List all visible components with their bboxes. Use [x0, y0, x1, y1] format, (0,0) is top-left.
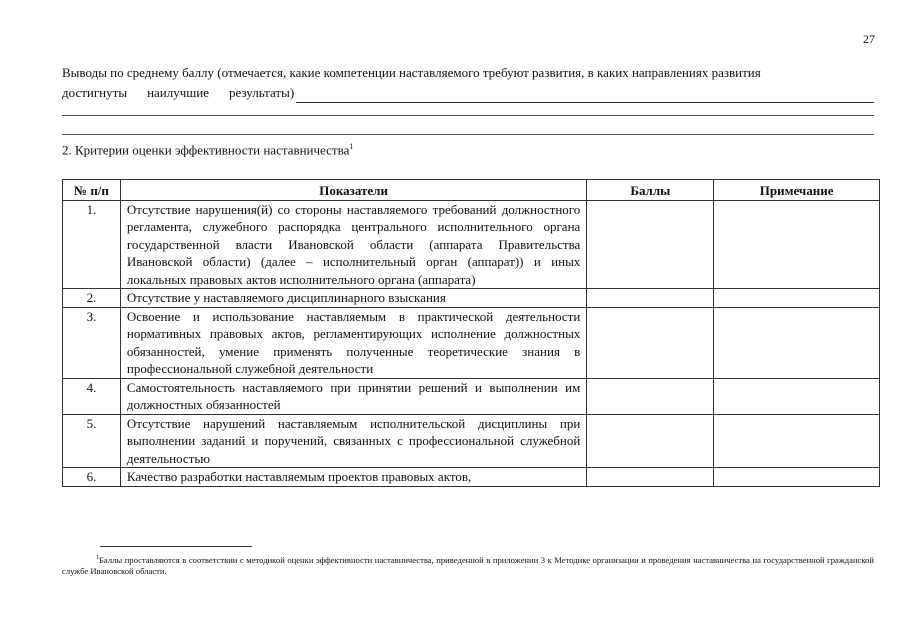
footnote-text: Баллы проставляются в соответствии с методикой оценки эффективности наставничества, приведенной в приложении 3 к Методике организации и проведения наставничества на государственной гражданской службе Ивановской области.	[62, 554, 874, 576]
row-note-cell[interactable]	[714, 414, 880, 468]
blank-answer-line	[62, 115, 874, 116]
conclusions-word: результаты)	[229, 85, 295, 100]
row-score-cell[interactable]	[587, 289, 714, 308]
row-note-cell[interactable]	[714, 289, 880, 308]
row-number: 1.	[63, 200, 121, 289]
footnote	[62, 553, 874, 577]
footnote-mark: 1	[349, 142, 354, 151]
footnote-mark: 1	[96, 555, 99, 561]
row-number: 6.	[63, 468, 121, 487]
table-row	[63, 200, 880, 289]
row-indicator: Отсутствие нарушения(й) со стороны наставляемого требований должностного регламента, служебного распорядка центрального исполнительного органа государственной власти Ивановской области (аппарата Правительства Ивановской области) (далее – исполнительный орган (аппарат)) и иных локальных правовых актов исполнительного органа (аппарата)	[120, 200, 586, 289]
table-row	[63, 289, 880, 308]
criteria-table	[62, 179, 880, 487]
footnote-separator	[100, 546, 252, 547]
conclusions-word: наилучшие	[147, 85, 210, 100]
table-header-row	[63, 180, 880, 201]
column-header-score: Баллы	[587, 180, 714, 201]
row-note-cell[interactable]	[714, 468, 880, 487]
column-header-note: Примечание	[714, 180, 880, 201]
row-number: 5.	[63, 414, 121, 468]
row-note-cell[interactable]	[714, 307, 880, 378]
row-number: 2.	[63, 289, 121, 308]
conclusions-word: достигнуты	[62, 85, 128, 100]
row-number: 4.	[63, 378, 121, 414]
row-score-cell[interactable]	[587, 307, 714, 378]
conclusions-line-2	[62, 83, 874, 103]
row-indicator: Отсутствие нарушений наставляемым исполнительской дисциплины при выполнении заданий и поручений, связанных с профессиональной служебной деятельностью	[120, 414, 586, 468]
row-indicator: Освоение и использование наставляемым в практической деятельности нормативных правовых актов, регламентирующих исполнение должностных обязанностей, умение применять полученные теоретические знания в профессиональной служебной деятельности	[120, 307, 586, 378]
row-note-cell[interactable]	[714, 378, 880, 414]
blank-answer-line	[62, 134, 874, 135]
row-score-cell[interactable]	[587, 200, 714, 289]
row-score-cell[interactable]	[587, 378, 714, 414]
row-number: 3.	[63, 307, 121, 378]
table-row	[63, 378, 880, 414]
conclusions-paragraph	[62, 63, 874, 103]
row-indicator: Самостоятельность наставляемого при принятии решений и выполнении им должностных обязанностей	[120, 378, 586, 414]
section-title	[62, 142, 353, 158]
conclusions-line-1: Выводы по среднему баллу (отмечается, какие компетенции наставляемого требуют развития, в каких направлениях развития	[62, 65, 761, 80]
table-row	[63, 414, 880, 468]
page-number: 27	[863, 32, 875, 46]
conclusions-blank-fill	[296, 88, 874, 103]
row-indicator: Отсутствие у наставляемого дисциплинарного взыскания	[120, 289, 586, 308]
row-indicator: Качество разработки наставляемым проектов правовых актов,	[120, 468, 586, 487]
table-row	[63, 307, 880, 378]
row-score-cell[interactable]	[587, 468, 714, 487]
column-header-indicators: Показатели	[120, 180, 586, 201]
table-row	[63, 468, 880, 487]
row-score-cell[interactable]	[587, 414, 714, 468]
row-note-cell[interactable]	[714, 200, 880, 289]
column-header-number: № п/п	[63, 180, 121, 201]
section-title-text: 2. Критерии оценки эффективности наставничества	[62, 142, 350, 158]
